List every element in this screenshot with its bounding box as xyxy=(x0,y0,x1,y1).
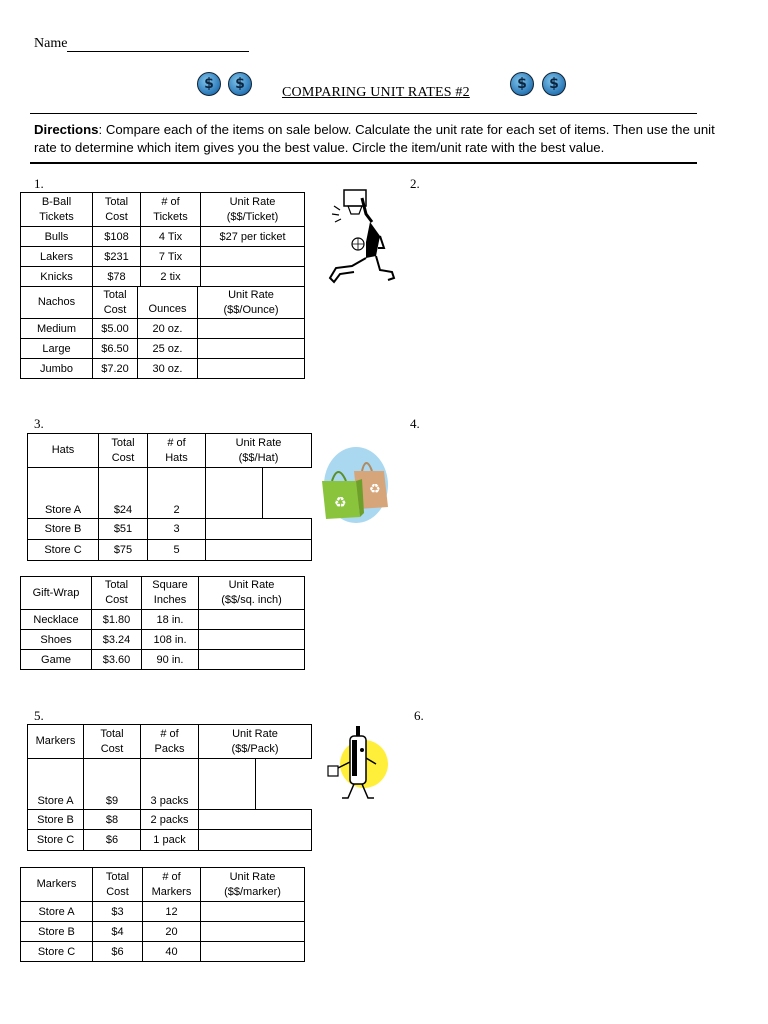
table-cell: 18 in. xyxy=(142,610,199,630)
table-cell: Jumbo xyxy=(21,359,93,379)
basketball-player-icon xyxy=(322,186,400,288)
table-row xyxy=(28,519,312,540)
marker-character-icon xyxy=(324,722,390,802)
markers-packs-table xyxy=(27,724,312,851)
table-row xyxy=(21,247,305,267)
table-cell xyxy=(201,902,305,922)
problem-number: 6. xyxy=(414,708,424,723)
table-cell xyxy=(199,610,305,630)
table-cell: 108 in. xyxy=(142,630,199,650)
table-cell: Necklace xyxy=(21,610,92,630)
table-cell xyxy=(201,922,305,942)
table-cell: $27 per ticket xyxy=(201,227,305,247)
divider xyxy=(30,113,697,114)
problem-number: 1. xyxy=(34,176,44,191)
table-cell: $3.24 xyxy=(92,630,142,650)
header-cell: Nachos xyxy=(21,287,93,319)
empty-cell xyxy=(256,759,312,810)
hats-table xyxy=(27,433,312,561)
table-cell: 1 pack xyxy=(141,830,199,851)
name-blank-line xyxy=(67,37,249,52)
table-cell: 4 Tix xyxy=(141,227,201,247)
table-cell xyxy=(198,359,305,379)
table-cell: $75 xyxy=(99,540,148,561)
table-cell: Shoes xyxy=(21,630,92,650)
table-cell: Large xyxy=(21,339,93,359)
table-cell: $231 xyxy=(93,247,141,267)
table-cell: Store A xyxy=(28,759,84,810)
directions-label: Directions xyxy=(34,122,99,137)
table-row xyxy=(21,359,305,379)
table-cell: Lakers xyxy=(21,247,93,267)
table-header-row xyxy=(21,287,305,319)
table-cell: Medium xyxy=(21,319,93,339)
table-cell: Store A xyxy=(21,902,93,922)
table-header-row xyxy=(28,434,312,468)
divider xyxy=(30,162,697,164)
table-cell: 5 xyxy=(148,540,206,561)
header-cell: # of Hats xyxy=(148,434,206,468)
table-cell: $6 xyxy=(84,830,141,851)
table-cell: $4 xyxy=(93,922,143,942)
table-cell: $6 xyxy=(93,942,143,962)
table-cell xyxy=(206,468,263,519)
header-cell: Unit Rate ($$/Pack) xyxy=(199,725,312,759)
table-row xyxy=(28,810,312,830)
table-cell: Store C xyxy=(28,830,84,851)
table-row xyxy=(21,630,305,650)
table-cell xyxy=(198,319,305,339)
table-cell xyxy=(198,339,305,359)
table-cell: Store B xyxy=(21,922,93,942)
table-cell: $1.80 xyxy=(92,610,142,630)
table-cell xyxy=(206,540,312,561)
table-cell: 20 xyxy=(143,922,201,942)
header-cell: Unit Rate ($$/sq. inch) xyxy=(199,577,305,610)
page-title: COMPARING UNIT RATES #2 xyxy=(282,85,470,100)
table-cell: 3 xyxy=(148,519,206,540)
shopping-bags-icon xyxy=(318,445,392,527)
header-cell: Total Cost xyxy=(84,725,141,759)
header-cell: Total Cost xyxy=(99,434,148,468)
nachos-table xyxy=(20,286,305,379)
table-cell xyxy=(199,650,305,670)
table-cell: $5.00 xyxy=(93,319,138,339)
name-label: Name xyxy=(34,36,68,51)
empty-cell xyxy=(263,468,312,519)
table-cell: $24 xyxy=(99,468,148,519)
table-cell: $9 xyxy=(84,759,141,810)
table-cell: Store C xyxy=(28,540,99,561)
header-cell: Unit Rate ($$/Hat) xyxy=(206,434,312,468)
dollar-coin-icon: $ xyxy=(197,72,221,96)
table-row xyxy=(21,339,305,359)
table-cell: Store A xyxy=(28,468,99,519)
table-row xyxy=(21,942,305,962)
dollar-coin-icon: $ xyxy=(542,72,566,96)
table-cell: Store B xyxy=(28,519,99,540)
table-cell: 2 tix xyxy=(141,267,201,287)
table-cell: 7 Tix xyxy=(141,247,201,267)
bball-tickets-table xyxy=(20,192,305,287)
table-cell: Bulls xyxy=(21,227,93,247)
markers-each-table xyxy=(20,867,305,962)
problem-number: 4. xyxy=(410,416,420,431)
header-cell: Total Cost xyxy=(93,193,141,227)
table-header-row xyxy=(21,577,305,610)
directions-text: : Compare each of the items on sale below. Calculate the unit rate for each set of items. Then use the unit rate to determine which item gives you the best value. Circle the item/unit rate with the best value. xyxy=(34,122,715,155)
table-cell: $3 xyxy=(93,902,143,922)
table-row xyxy=(28,830,312,851)
table-cell xyxy=(199,830,312,851)
table-cell: Game xyxy=(21,650,92,670)
table-row xyxy=(28,759,312,810)
table-cell: $8 xyxy=(84,810,141,830)
name-field xyxy=(34,36,249,52)
table-header-row xyxy=(21,193,305,227)
header-cell: Unit Rate ($$/Ounce) xyxy=(198,287,305,319)
header-cell: B-Ball Tickets xyxy=(21,193,93,227)
table-row xyxy=(28,540,312,561)
table-cell: $7.20 xyxy=(93,359,138,379)
header-cell: # of Markers xyxy=(143,868,201,902)
table-row xyxy=(21,922,305,942)
header-cell: # of Packs xyxy=(141,725,199,759)
header-cell: Ounces xyxy=(138,287,198,319)
table-cell xyxy=(199,759,256,810)
table-row xyxy=(21,319,305,339)
table-cell: Store C xyxy=(21,942,93,962)
header-cell: Total Cost xyxy=(92,577,142,610)
problem-number: 3. xyxy=(34,416,44,431)
header-cell: Total Cost xyxy=(93,287,138,319)
svg-text:♻: ♻ xyxy=(334,495,347,511)
header-cell: Markers xyxy=(28,725,84,759)
table-cell: $51 xyxy=(99,519,148,540)
problem-number: 5. xyxy=(34,708,44,723)
table-cell: 40 xyxy=(143,942,201,962)
table-row xyxy=(21,267,305,287)
table-row xyxy=(28,468,312,519)
table-row xyxy=(21,610,305,630)
problem-number: 2. xyxy=(410,176,420,191)
table-cell: 2 xyxy=(148,468,206,519)
table-row xyxy=(21,650,305,670)
directions xyxy=(34,121,724,156)
header-cell: Markers xyxy=(21,868,93,902)
table-cell xyxy=(201,942,305,962)
table-row xyxy=(21,902,305,922)
gift-wrap-table xyxy=(20,576,305,670)
header-cell: Unit Rate ($$/marker) xyxy=(201,868,305,902)
table-cell: 90 in. xyxy=(142,650,199,670)
table-cell: $6.50 xyxy=(93,339,138,359)
table-cell xyxy=(201,267,305,287)
dollar-coin-icon: $ xyxy=(510,72,534,96)
svg-text:♻: ♻ xyxy=(369,482,381,497)
table-cell: 2 packs xyxy=(141,810,199,830)
dollar-coin-icon: $ xyxy=(228,72,252,96)
table-row xyxy=(21,227,305,247)
table-cell xyxy=(199,810,312,830)
header-cell: Hats xyxy=(28,434,99,468)
table-cell: $108 xyxy=(93,227,141,247)
table-cell: 25 oz. xyxy=(138,339,198,359)
header-cell: Square Inches xyxy=(142,577,199,610)
table-cell: 20 oz. xyxy=(138,319,198,339)
header-cell: Unit Rate ($$/Ticket) xyxy=(201,193,305,227)
table-cell: 12 xyxy=(143,902,201,922)
table-cell xyxy=(201,247,305,267)
table-cell: $3.60 xyxy=(92,650,142,670)
table-cell: Knicks xyxy=(21,267,93,287)
header-cell: # of Tickets xyxy=(141,193,201,227)
table-cell: $78 xyxy=(93,267,141,287)
table-cell xyxy=(199,630,305,650)
table-cell: Store B xyxy=(28,810,84,830)
table-cell xyxy=(206,519,312,540)
table-cell: 30 oz. xyxy=(138,359,198,379)
header-cell: Gift-Wrap xyxy=(21,577,92,610)
table-header-row xyxy=(21,868,305,902)
table-header-row xyxy=(28,725,312,759)
table-cell: 3 packs xyxy=(141,759,199,810)
header-cell: Total Cost xyxy=(93,868,143,902)
